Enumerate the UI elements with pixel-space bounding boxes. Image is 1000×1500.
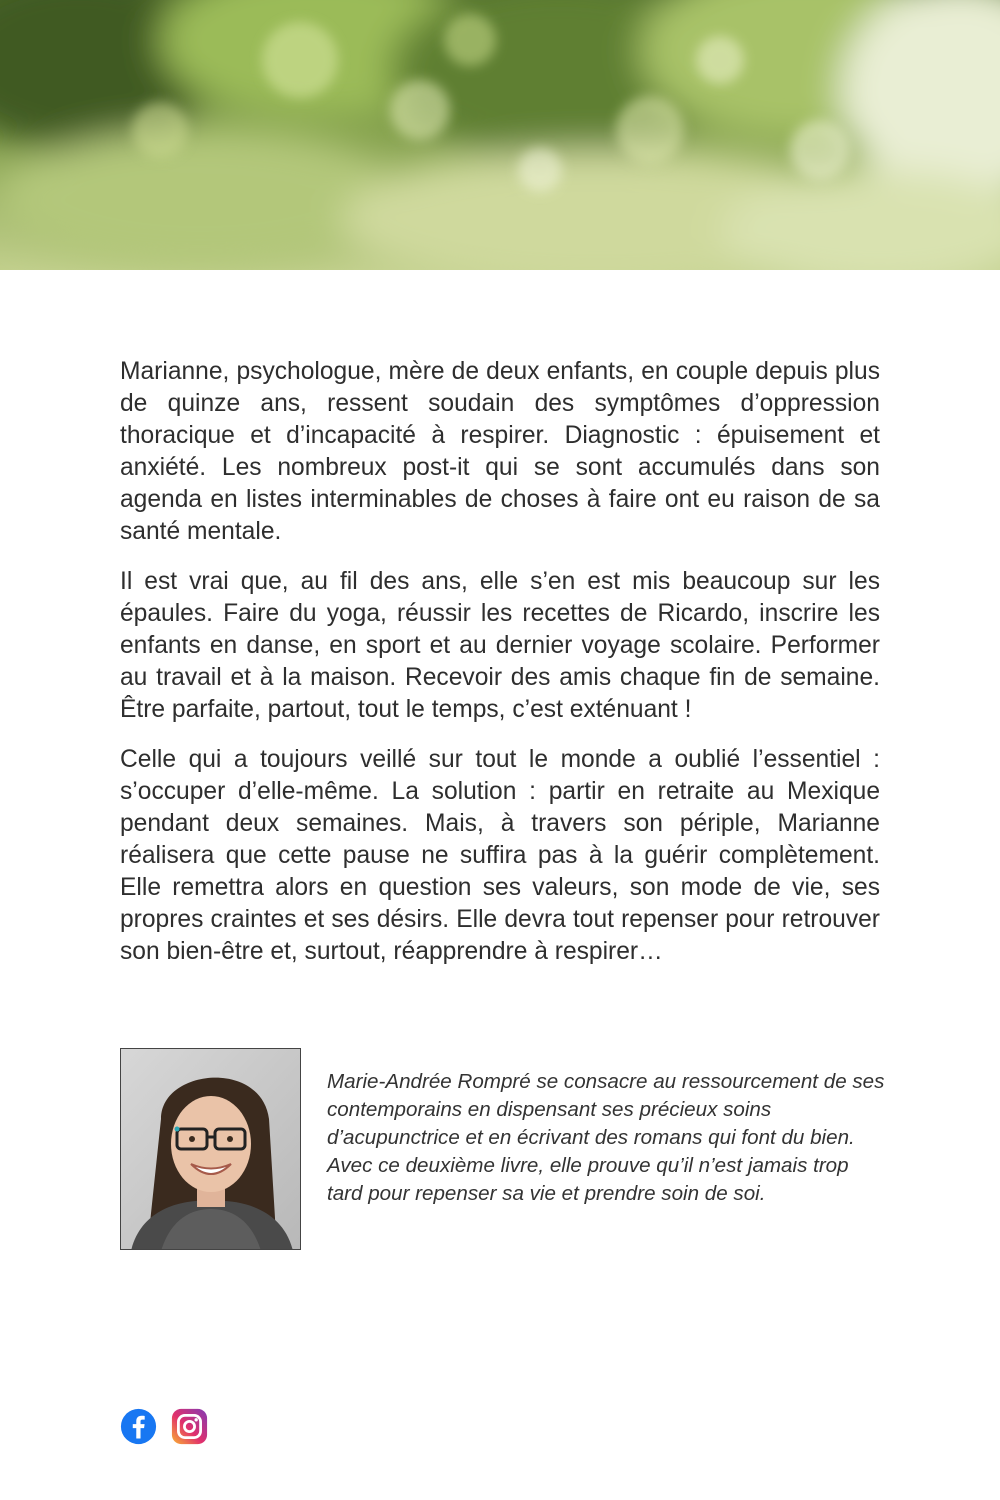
synopsis	[120, 356, 880, 986]
author-bio: Marie-Andrée Rompré se consacre au ressourcement de ses contemporains en dispensant ses précieux soins d’acupunctrice et en écrivant des romans qui font du bien. Avec ce deuxième livre, elle prouve qu’il n’est jamais trop tard pour repenser sa vie et prendre soin de soi.	[327, 1070, 885, 1205]
instagram-icon[interactable]	[171, 1408, 208, 1445]
synopsis-paragraph-2: Il est vrai que, au fil des ans, elle s’en est mis beaucoup sur les épaules. Faire du yoga, réussir les recettes de Ricardo, inscrire les enfants en danse, en sport et au dernier voyage scolaire. Performer au travail et à la maison. Recevoir des amis chaque fin de semaine. Être parfaite, partout, tout le temps, c’est exténuant !	[120, 568, 880, 723]
bokeh-foliage-image	[0, 0, 1000, 270]
facebook-icon[interactable]	[120, 1408, 157, 1445]
synopsis-paragraph-3: Celle qui a toujours veillé sur tout le monde a oublié l’essentiel : s’occuper d’elle-même. La solution : partir en retraite au Mexique pendant deux semaines. Mais, à travers son périple, Marianne réalisera que cette pause ne suffira pas à la guérir complètement. Elle remettra alors en question ses valeurs, son mode de vie, ses propres craintes et ses désirs. Elle devra tout repenser pour retrouver son bien-être et, surtout, réapprendre à respirer…	[120, 746, 880, 965]
author-photo	[120, 1048, 301, 1250]
synopsis-paragraph-1: Marianne, psychologue, mère de deux enfants, en couple depuis plus de quinze ans, ressent soudain des symptômes d’oppression thoracique et d’incapacité à respirer. Diagnostic : épuisement et anxiété. Les nombreux post-it qui se sont accumulés dans son agenda en listes interminables de choses à faire ont eu raison de sa santé mentale.	[120, 358, 880, 545]
cover-banner-image	[0, 0, 1000, 270]
social-links	[120, 1408, 208, 1445]
